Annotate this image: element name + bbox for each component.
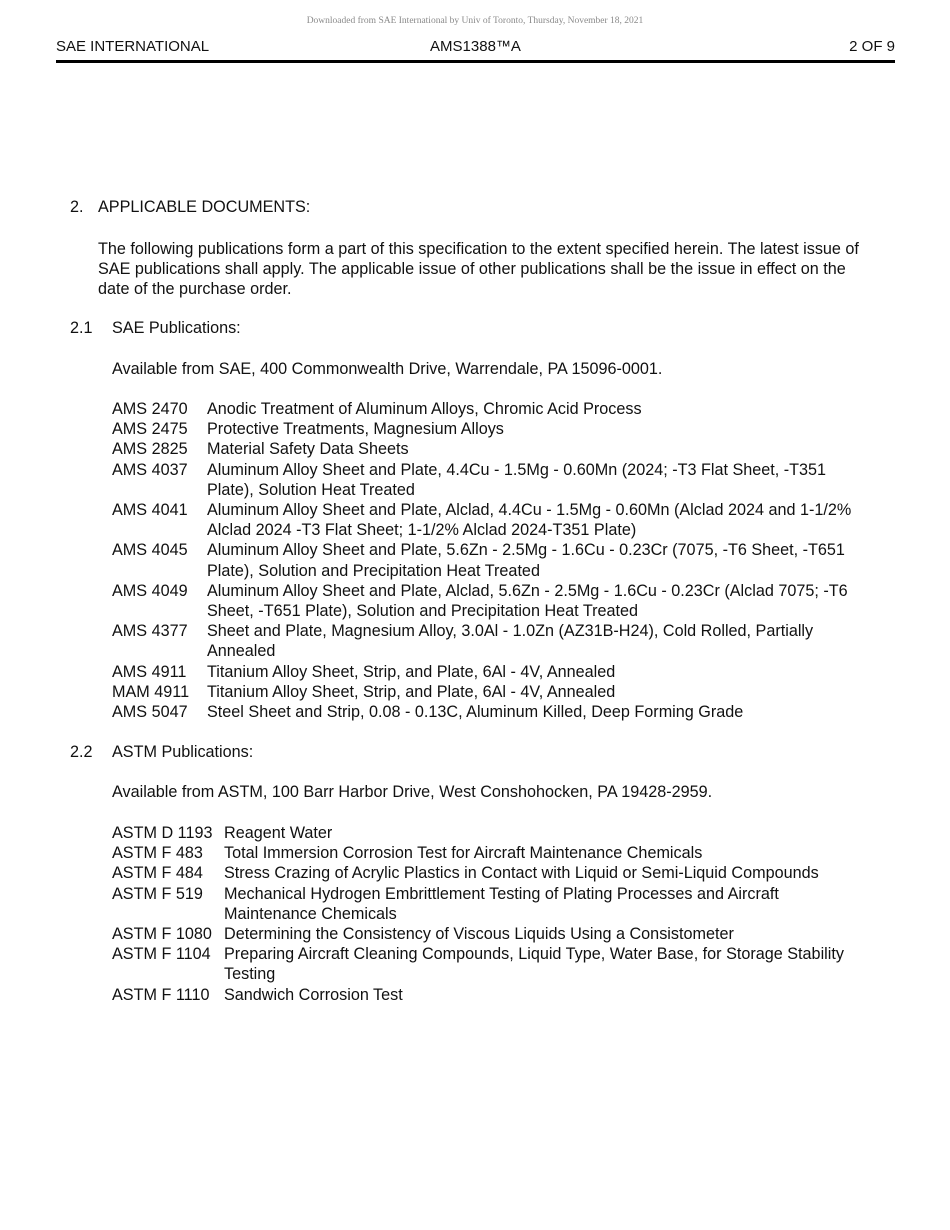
publication-code: AMS 4049 — [112, 581, 188, 600]
publication-title: Titanium Alloy Sheet, Strip, and Plate, 6Al - 4V, Annealed — [207, 682, 616, 701]
publication-title: Sandwich Corrosion Test — [224, 985, 403, 1004]
publication-code: AMS 4041 — [112, 501, 188, 520]
sae-publication-list — [112, 399, 872, 722]
sae-heading — [70, 319, 241, 338]
publication-title: Anodic Treatment of Aluminum Alloys, Chromic Acid Process — [207, 400, 642, 418]
publication-code: AMS 4045 — [112, 541, 188, 560]
publication-title: Total Immersion Corrosion Test for Aircraft Maintenance Chemicals — [224, 844, 703, 863]
sae-number: 2.1 — [70, 319, 93, 337]
publication-code: ASTM F 1110 — [112, 985, 210, 1004]
astm-number: 2.2 — [70, 743, 93, 761]
list-item — [112, 884, 872, 924]
publication-title: Stress Crazing of Acrylic Plastics in Contact with Liquid or Semi-Liquid Compounds — [224, 864, 819, 883]
astm-heading — [70, 743, 253, 762]
list-item — [112, 843, 872, 863]
publication-title: Material Safety Data Sheets — [207, 440, 409, 459]
list-item — [112, 682, 872, 702]
publication-code: AMS 2825 — [112, 440, 188, 459]
publication-title: Aluminum Alloy Sheet and Plate, Alclad, 5.6Zn - 2.5Mg - 1.6Cu - 0.23Cr (Alclad 7075; -T6 Sheet, -T651 Plate), Solution and Precipitation Heat Treated — [207, 581, 848, 621]
publication-code: ASTM F 484 — [112, 864, 203, 883]
publication-title: Determining the Consistency of Viscous Liquids Using a Consistometer — [224, 925, 734, 944]
list-item — [112, 823, 872, 843]
publication-code: AMS 4037 — [112, 460, 188, 479]
list-item — [112, 944, 872, 984]
list-item — [112, 985, 872, 1005]
publication-code: ASTM F 1104 — [112, 945, 211, 964]
publication-title: Aluminum Alloy Sheet and Plate, 5.6Zn - 2.5Mg - 1.6Cu - 0.23Cr (7075, -T6 Sheet, -T651 Plate), Solution and Precipitation Heat Treated — [207, 541, 845, 580]
publication-code: ASTM F 483 — [112, 844, 203, 863]
list-item — [112, 581, 872, 621]
list-item — [112, 924, 872, 944]
astm-availability: Available from ASTM, 100 Barr Harbor Drive, West Conshohocken, PA 19428-2959. — [112, 783, 713, 801]
list-item — [112, 500, 872, 540]
publication-title: Mechanical Hydrogen Embrittlement Testing of Plating Processes and Aircraft Maintenance Chemicals — [224, 884, 779, 923]
publication-code: AMS 4377 — [112, 622, 188, 641]
download-watermark: Downloaded from SAE International by Univ of Toronto, Thursday, November 18, 2021 — [306, 16, 644, 26]
publication-code: AMS 2475 — [112, 420, 188, 439]
list-item — [112, 662, 872, 682]
publication-code: ASTM F 1080 — [112, 925, 212, 944]
sae-title: SAE Publications: — [112, 319, 241, 337]
sae-availability: Available from SAE, 400 Commonwealth Drive, Warrendale, PA 15096-0001. — [112, 360, 663, 378]
publication-title: Titanium Alloy Sheet, Strip, and Plate, 6Al - 4V, Annealed — [207, 662, 616, 681]
section-number: 2. — [70, 198, 84, 216]
publication-code: ASTM D 1193 — [112, 824, 213, 842]
publication-code: AMS 4911 — [112, 662, 187, 681]
publication-code: ASTM F 519 — [112, 884, 203, 903]
astm-publication-list — [112, 823, 872, 1005]
list-item — [112, 621, 872, 661]
list-item — [112, 702, 872, 722]
section-intro: The following publications form a part of this specification to the extent specified herein. The latest issue of SAE publications shall apply. The applicable issue of other publications shall be the issue in effect on the date of the purchase order. — [98, 240, 859, 299]
section-title: APPLICABLE DOCUMENTS: — [98, 198, 311, 216]
publication-code: MAM 4911 — [112, 682, 190, 701]
page-header — [56, 38, 895, 63]
publication-title: Aluminum Alloy Sheet and Plate, Alclad, 4.4Cu - 1.5Mg - 0.60Mn (Alclad 2024 and 1-1/2% Alclad 2024 -T3 Flat Sheet; 1-1/2% Alclad 2024-T351 Plate) — [207, 501, 852, 540]
list-item — [112, 439, 872, 459]
list-item — [112, 460, 872, 500]
section-heading — [70, 198, 310, 217]
list-item — [112, 863, 872, 883]
publication-title: Aluminum Alloy Sheet and Plate, 4.4Cu - 1.5Mg - 0.60Mn (2024; -T3 Flat Sheet, -T351 Plate), Solution Heat Treated — [207, 460, 827, 499]
publication-title: Steel Sheet and Strip, 0.08 - 0.13C, Aluminum Killed, Deep Forming Grade — [207, 703, 744, 722]
header-org: SAE INTERNATIONAL — [56, 38, 210, 55]
header-page-number: 2 OF 9 — [849, 38, 895, 55]
publication-title: Reagent Water — [224, 824, 333, 842]
header-doc-id: AMS1388™A — [430, 38, 521, 55]
list-item — [112, 540, 872, 580]
list-item — [112, 399, 872, 419]
publication-title: Sheet and Plate, Magnesium Alloy, 3.0Al - 1.0Zn (AZ31B-H24), Cold Rolled, Partially Annealed — [207, 622, 814, 661]
astm-title: ASTM Publications: — [112, 743, 254, 761]
list-item — [112, 419, 872, 439]
publication-title: Protective Treatments, Magnesium Alloys — [207, 420, 504, 439]
publication-title: Preparing Aircraft Cleaning Compounds, Liquid Type, Water Base, for Storage Stability Testing — [224, 945, 844, 984]
publication-code: AMS 2470 — [112, 400, 188, 418]
publication-code: AMS 5047 — [112, 703, 188, 722]
